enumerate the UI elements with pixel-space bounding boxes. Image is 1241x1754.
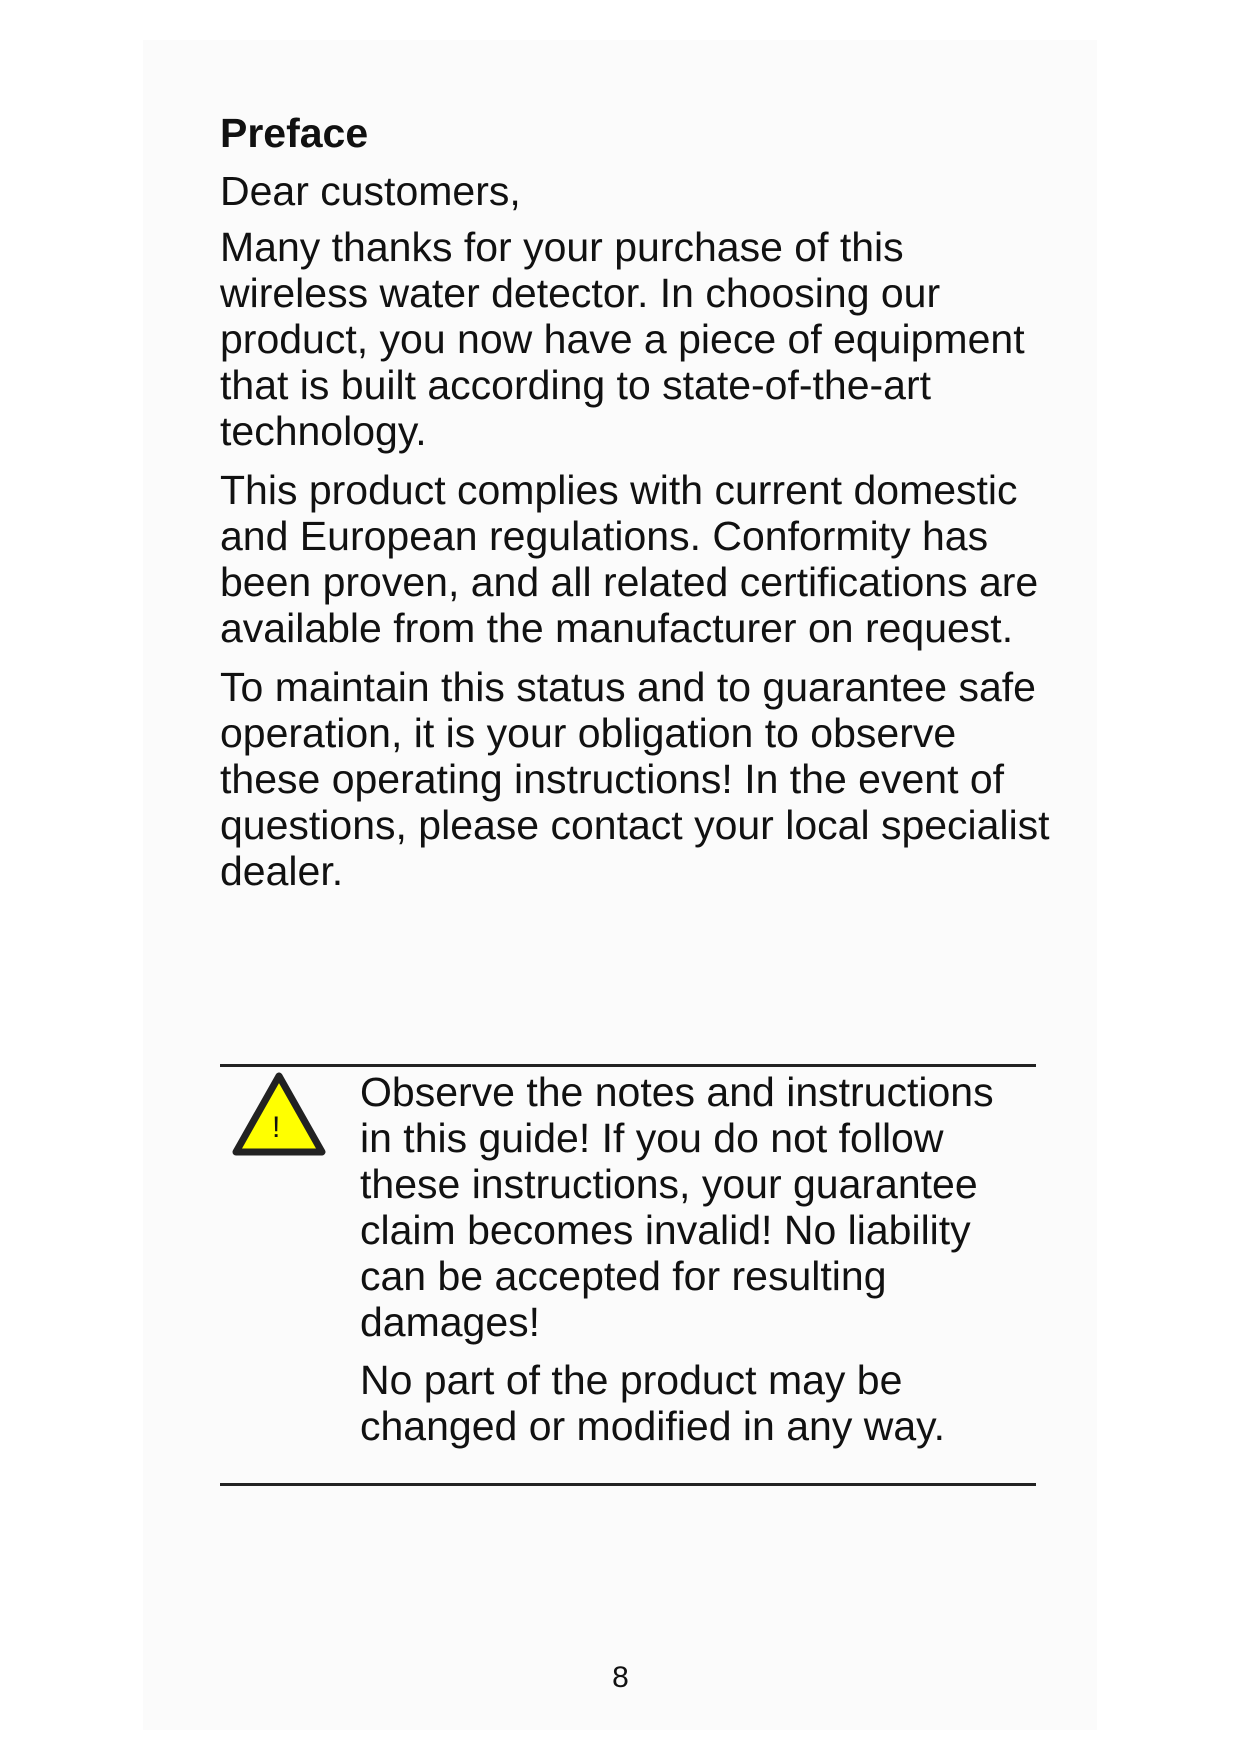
warning-symbol: ! bbox=[272, 1111, 281, 1144]
preface-section bbox=[220, 108, 1050, 907]
warning-triangle-icon bbox=[232, 1072, 326, 1156]
greeting: Dear customers, bbox=[220, 168, 521, 214]
paragraph-thanks: Many thanks for your purchase of this wireless water detector. In choosing our product, you now have a piece of equipment that is built according to state-of-the-art technology. bbox=[220, 224, 1025, 454]
notice-text bbox=[360, 1069, 1036, 1461]
paragraph-obligation: To maintain this status and to guarantee safe operation, it is your obligation to observe these operating instructions! In the event of questions, please contact your local specialist dealer. bbox=[220, 664, 1050, 894]
notice-paragraph-guarantee: Observe the notes and instructions in this guide! If you do not follow these instructions, your guarantee claim becomes invalid! No liability can be accepted for resulting damages! bbox=[360, 1069, 994, 1345]
page-number: 8 bbox=[612, 1661, 629, 1694]
warning-notice-box bbox=[220, 1064, 1036, 1486]
notice-paragraph-modification: No part of the product may be changed or modified in any way. bbox=[360, 1357, 945, 1449]
paragraph-compliance: This product complies with current domestic and European regulations. Conformity has been proven, and all related certifications are available from the manufacturer on request. bbox=[220, 467, 1039, 651]
section-heading: Preface bbox=[220, 110, 369, 156]
